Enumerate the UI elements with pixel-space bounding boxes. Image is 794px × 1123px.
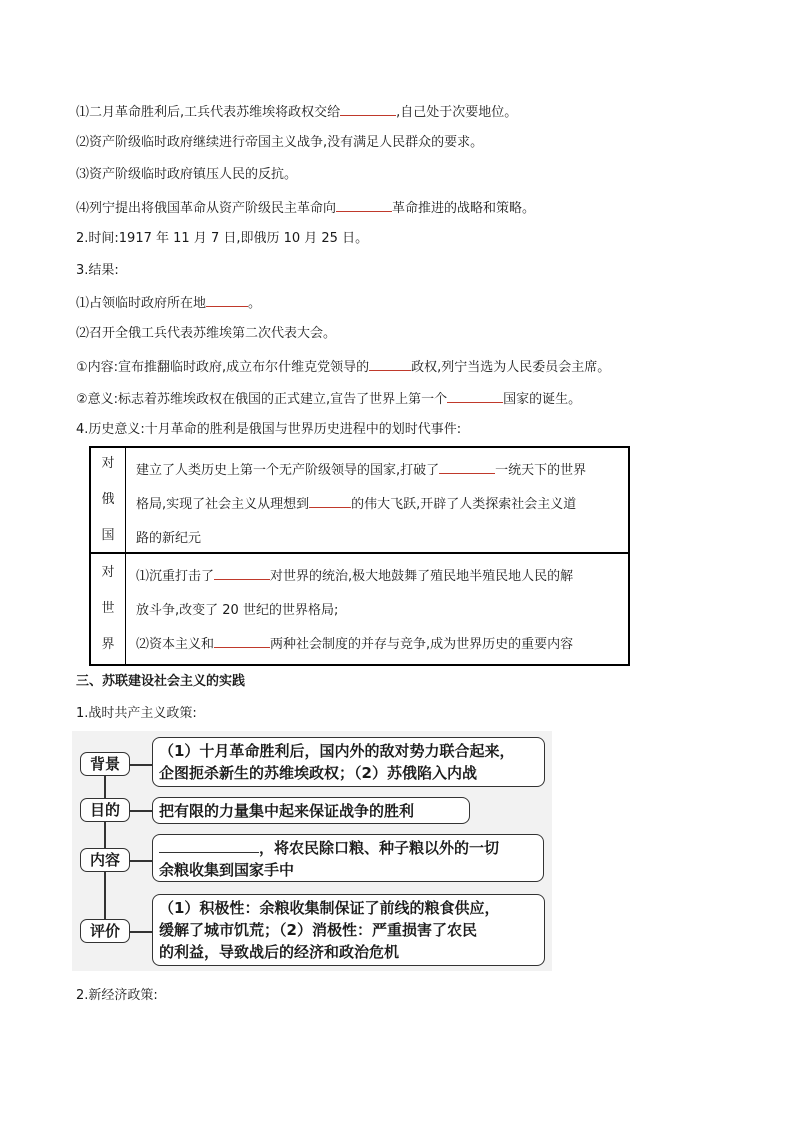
section-heading: 三、苏联建设社会主义的实践 bbox=[76, 674, 246, 689]
text-line-12: 1.战时共产主义政策: bbox=[76, 706, 197, 721]
war-communism-diagram bbox=[72, 731, 552, 971]
connector-line bbox=[130, 931, 152, 933]
text: ⑴二月革命胜利后,工兵代表苏维埃将政权交给 bbox=[76, 105, 341, 120]
text: 对世界的统治,极大地鼓舞了殖民地半殖民地人民的解 bbox=[270, 569, 574, 584]
row-header bbox=[91, 554, 126, 664]
text: 一统天下的世界 bbox=[495, 463, 587, 478]
text: ②意义:标志着苏维埃政权在俄国的正式建立,宣告了世界上第一个 bbox=[76, 392, 448, 407]
text-line-11: 4.历史意义:十月革命的胜利是俄国与世界历史进程中的划时代事件: bbox=[76, 422, 462, 437]
text-line-5: 2.时间:1917 年 11 月 7 日,即俄历 10 月 25 日。 bbox=[76, 231, 369, 246]
content-line bbox=[136, 454, 620, 488]
box-text: 企图扼杀新生的苏维埃政权；（2）苏俄陷入内战 bbox=[159, 764, 477, 782]
row-header-char: 国 bbox=[101, 528, 115, 543]
text: ⑵资本主义和 bbox=[136, 637, 215, 652]
fill-blank bbox=[439, 460, 495, 474]
text: 革命推进的战略和策略。 bbox=[392, 201, 536, 216]
text: 政权,列宁当选为人民委员会主席。 bbox=[411, 360, 611, 375]
row-header-char: 对 bbox=[101, 565, 115, 580]
box-text bbox=[159, 837, 537, 859]
box-text: 把有限的力量集中起来保证战争的胜利 bbox=[159, 802, 415, 820]
table-row bbox=[91, 448, 628, 554]
fill-blank bbox=[159, 839, 259, 853]
text-line-7 bbox=[76, 293, 261, 313]
text: ⑴沉重打击了 bbox=[136, 569, 215, 584]
text: 格局,实现了社会主义从理想到 bbox=[136, 497, 310, 512]
text: 两种社会制度的并存与竞争,成为世界历史的重要内容 bbox=[270, 637, 574, 652]
box-text: （1）十月革命胜利后，国内外的敌对势力联合起来， bbox=[159, 742, 515, 760]
content-line: 放斗争,改变了 20 世纪的世界格局; bbox=[136, 603, 339, 618]
text: ，将农民除口粮、种子粮以外的一切 bbox=[259, 839, 500, 857]
tag-evaluation: 评价 bbox=[80, 919, 130, 943]
row-content bbox=[126, 554, 628, 664]
fill-blank bbox=[214, 634, 270, 648]
content-line: 路的新纪元 bbox=[136, 531, 202, 546]
connector-line bbox=[130, 810, 152, 812]
row-header-char: 界 bbox=[101, 637, 115, 652]
row-header-char: 俄 bbox=[101, 492, 115, 507]
text: 。 bbox=[248, 296, 262, 311]
box-text: 缓解了城市饥荒；（2）消极性：严重损害了农民 bbox=[159, 921, 477, 939]
box-purpose bbox=[152, 797, 470, 824]
box-evaluation bbox=[152, 894, 545, 966]
connector-line bbox=[130, 764, 152, 766]
tag-content: 内容 bbox=[80, 848, 130, 872]
table-row bbox=[91, 554, 628, 664]
row-header-char: 对 bbox=[101, 456, 115, 471]
connector-line bbox=[130, 860, 152, 862]
fill-blank bbox=[336, 198, 392, 212]
text-line-6: 3.结果: bbox=[76, 263, 119, 278]
box-text: 的利益，导致战后的经济和政治危机 bbox=[159, 943, 400, 961]
significance-table bbox=[89, 446, 630, 666]
fill-blank bbox=[214, 566, 270, 580]
fill-blank bbox=[340, 102, 396, 116]
content-line bbox=[136, 560, 620, 594]
fill-blank bbox=[369, 357, 411, 371]
text: ,自己处于次要地位。 bbox=[396, 105, 518, 120]
content-line bbox=[136, 488, 620, 522]
fill-blank bbox=[447, 389, 503, 403]
text-line-1 bbox=[76, 102, 517, 122]
box-text: （1）积极性：余粮收集制保证了前线的粮食供应， bbox=[159, 899, 500, 917]
fill-blank bbox=[206, 293, 248, 307]
text: 国家的诞生。 bbox=[503, 392, 582, 407]
text: 建立了人类历史上第一个无产阶级领导的国家,打破了 bbox=[136, 463, 440, 478]
tag-purpose: 目的 bbox=[80, 798, 130, 822]
row-header-char: 世 bbox=[101, 601, 115, 616]
text: ①内容:宣布推翻临时政府,成立布尔什维克党领导的 bbox=[76, 360, 370, 375]
row-header bbox=[91, 448, 126, 552]
content-line bbox=[136, 628, 620, 662]
box-content bbox=[152, 834, 544, 882]
text-line-10 bbox=[76, 389, 581, 409]
row-content bbox=[126, 448, 628, 552]
text-line-3: ⑶资产阶级临时政府镇压人民的反抗。 bbox=[76, 167, 298, 182]
text-line-2: ⑵资产阶级临时政府继续进行帝国主义战争,没有满足人民群众的要求。 bbox=[76, 135, 484, 150]
box-text: 余粮收集到国家手中 bbox=[159, 861, 295, 879]
text-line-9 bbox=[76, 357, 610, 377]
text: ⑴占领临时政府所在地 bbox=[76, 296, 207, 311]
text-line-4 bbox=[76, 198, 535, 218]
box-background bbox=[152, 737, 545, 787]
text-line-8: ⑵召开全俄工兵代表苏维埃第二次代表大会。 bbox=[76, 326, 337, 341]
text-line-13: 2.新经济政策: bbox=[76, 988, 158, 1003]
text: 的伟大飞跃,开辟了人类探索社会主义道 bbox=[351, 497, 577, 512]
text: ⑷列宁提出将俄国革命从资产阶级民主革命向 bbox=[76, 201, 337, 216]
tag-background: 背景 bbox=[80, 752, 130, 776]
fill-blank bbox=[309, 494, 351, 508]
